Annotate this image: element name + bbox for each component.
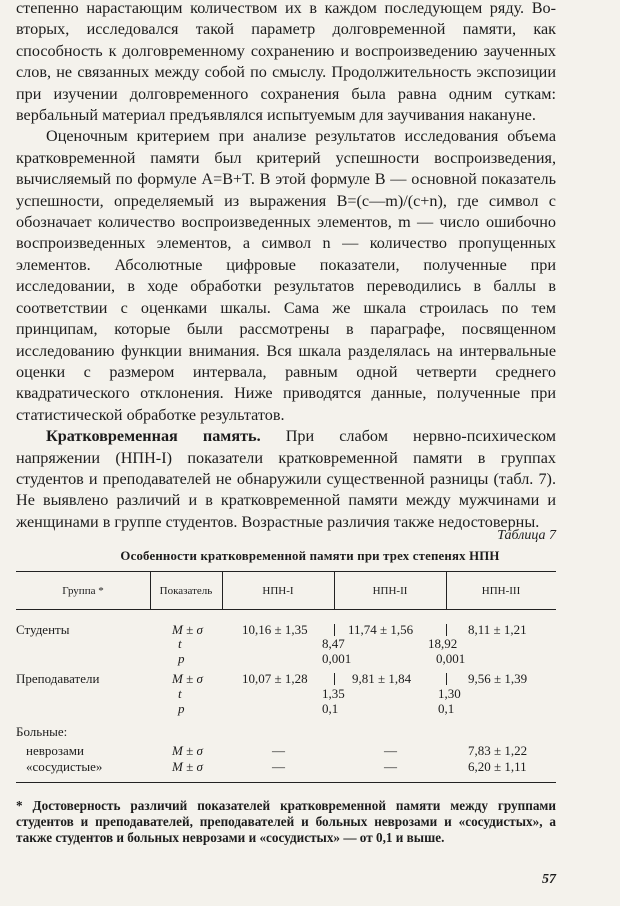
value-npn1: 10,07 ± 1,28 — [242, 671, 308, 686]
paragraph-3: Кратковременная память. При слабом нервно-психическом напряжении (НПН-I) показатели кратковременной памяти в группах студентов и преподавателей не обнаружили существенной разницы (табл. 7). Не выявлено различий и в кратковременной памяти между мужчинами и женщинами в группе студентов. Возрастные различия также недостоверны. — [16, 427, 557, 531]
table-title: Особенности кратковременной памяти при трех степенях НПН — [120, 549, 500, 563]
col-header-npn3: НПН-III — [481, 585, 521, 597]
paragraph-2: Оценочным критерием при анализе результатов исследования объема кратковременной памяти был критерий успешности воспроизведения, вычисляемый по формуле A=B+T. В этой формуле B — основной показатель успешности, определяемый из выражения B=(c—m)/(c+n), где символ c обозначает количество воспроизведенных элементов, m — число ошибочно воспроизведенных элементов, а символ n — количество пропущенных элементов. Абсолютные цифровые показатели, полученные при исследовании, в ходе обработки результатов переводились в баллы в соответствии с оценками шкалы. Сама же шкала строилась по тем принципам, которые были рассмотрены в параграфе, посвященном исследованию функции внимания. Вся шкала разделялась на интервальные оценки с размером интервала, равным одной четверти среднего квадратического отклонения. Ниже приводятся данные, полученные при статистической обработке результатов. — [16, 127, 556, 424]
value-p-23: 0,1 — [438, 701, 455, 716]
col-header-npn1: НПН-I — [262, 585, 294, 597]
table-number: Таблица 7 — [497, 528, 556, 543]
indicator-p: p — [178, 701, 185, 716]
value-p-12: 0,001 — [322, 651, 352, 666]
indicator-t: t — [178, 686, 182, 701]
col-header-npn2: НПН-II — [372, 585, 408, 597]
indicator-m-sigma: M ± σ — [172, 671, 203, 686]
row-label-patients: Больные: — [16, 724, 68, 739]
page-number: 57 — [542, 872, 556, 887]
indicator-m-sigma: M ± σ — [172, 622, 203, 637]
table-rule-top — [16, 571, 556, 572]
value-t-12: 8,47 — [322, 636, 345, 651]
table-rule-header — [16, 609, 556, 610]
value-npn2: 9,81 ± 1,84 — [352, 671, 412, 686]
indicator-p: p — [178, 651, 185, 666]
indicator-m-sigma: M ± σ — [172, 743, 203, 758]
value-p-23: 0,001 — [436, 651, 466, 666]
value-t-12: 1,35 — [322, 686, 345, 701]
value-npn3: 7,83 ± 1,22 — [468, 743, 528, 758]
col-header-group: Группа * — [62, 585, 104, 597]
value-npn1: — — [272, 759, 285, 774]
value-p-12: 0,1 — [322, 701, 339, 716]
row-label-vascular: «сосудистые» — [26, 759, 103, 774]
row-label-teachers: Преподаватели — [16, 671, 100, 686]
value-npn3: 8,11 ± 1,21 — [468, 622, 527, 637]
value-npn3: 6,20 ± 1,11 — [468, 759, 527, 774]
value-t-23: 18,92 — [428, 636, 458, 651]
paragraph-1: степенно нарастающим количеством их в каждом последующем ряду. Во-вторых, исследовался такой параметр долговременной памяти, как способность к долговременному сохранению и воспроизведению заученных слов, не связанных между собой по смыслу. Продолжительность экспозиции при изучении долговременного сохранения была равна одним суткам: вербальный материал предъявлялся испытуемым для заучивания накануне. — [16, 0, 556, 125]
value-npn3: 9,56 ± 1,39 — [468, 671, 528, 686]
value-t-23: 1,30 — [438, 686, 461, 701]
value-npn2: — — [384, 759, 397, 774]
section-lead: Кратковременная память. — [46, 427, 261, 446]
row-label-students: Студенты — [16, 622, 70, 637]
table-rule-bottom — [16, 782, 556, 783]
row-label-neurosis: неврозами — [26, 743, 84, 758]
value-npn1: — — [272, 743, 285, 758]
body-text — [16, 0, 556, 533]
indicator-t: t — [178, 636, 182, 651]
footnote: * Достоверность различий показателей кратковременной памяти между группами студентов и преподавателей, преподавателей и больных неврозами и «сосудистых», а также студентов и больных неврозами и «сосудистых» — от 0,1 и выше. — [16, 798, 556, 845]
indicator-m-sigma: M ± σ — [172, 759, 203, 774]
value-npn2: — — [384, 743, 397, 758]
col-header-indicator: Показатель — [159, 585, 213, 597]
value-npn2: 11,74 ± 1,56 — [348, 622, 414, 637]
value-npn1: 10,16 ± 1,35 — [242, 622, 308, 637]
